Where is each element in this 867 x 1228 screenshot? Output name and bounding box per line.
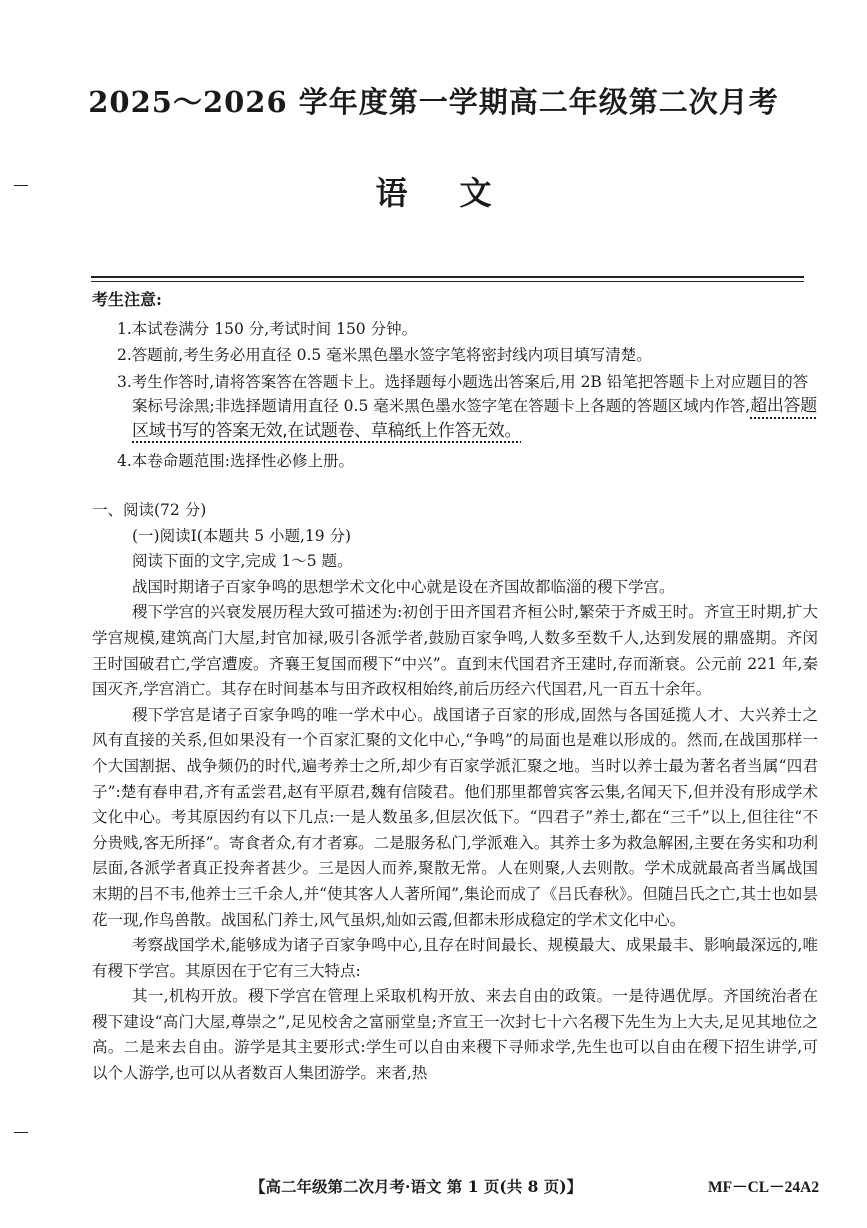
paper-code: MF－CL－24A2 [708,1179,820,1196]
notice-emphasis: 超出答题区域书写的答案无效,在试题卷、草稿纸上作答无效。 [132,396,817,441]
notice-item: 1.本试卷满分 150 分,考试时间 150 分钟。 [117,319,418,338]
notice-title: 考生注意: [92,290,162,309]
page-footer: 【高二年级第二次月考·语文 第 1 页(共 8 页)】 [250,1177,583,1196]
notice-item: 2.答题前,考生务必用直径 0.5 毫米黑色墨水签字笔将密封线内项目填写清楚。 [117,346,652,364]
passage-paragraph: 战国时期诸子百家争鸣的思想学术文化中心就是设在齐国故都临淄的稷下学宫。 [132,577,675,596]
header-divider-thin [91,281,804,282]
reading-instruction: 阅读下面的文字,完成 1～5 题。 [132,552,353,571]
section-title: 一、阅读(72 分) [92,501,207,519]
passage-paragraph: 其一,机构开放。稷下学宫在管理上采取机构开放、来去自由的政策。一是待遇优厚。齐国统治者在稷下建设“高门大屋,尊崇之”,足见校舍之富丽堂皇;齐宣王一次封七十六名稷下先生为上大夫,足见其地位之高。二是来去自由。游学是其主要形式:学生可以自由来稷下寻师求学,先生也可以自由在稷下招生讲学,可以个人游学,也可以从者数百人集团游学。来者,热 [92,987,818,1083]
header-divider [91,276,804,278]
margin-tick [14,1132,28,1133]
passage-paragraph: 考察战国学术,能够成为诸子百家争鸣中心,且存在时间最长、规模最大、成果最丰、影响最深远的,唯有稷下学宫。其原因在于它有三大特点: [92,936,818,980]
subject-title: 语文 [375,174,544,212]
notice-item: 4.本卷命题范围:选择性必修上册。 [117,452,355,470]
reading-section [92,498,818,1087]
passage-paragraph: 稷下学宫的兴衰发展历程大致可描述为:初创于田齐国君齐桓公时,繁荣于齐威王时。齐宣王时期,扩大学宫规模,建筑高门大屋,封官加禄,吸引各派学者,鼓励百家争鸣,人数多至数千人,达到发展的鼎盛期。齐闵王时国破君亡,学宫遭废。齐襄王复国而稷下“中兴”。直到末代国君齐王建时,存而渐衰。公元前 221 年,秦国灭齐,学宫消亡。其存在时间基本与田齐政权相始终,前后历经六代国君,凡一百五十余年。 [92,603,818,699]
passage-paragraph: 稷下学宫是诸子百家争鸣的唯一学术中心。战国诸子百家的形成,固然与各国延揽人才、大兴养士之风有直接的关系,但如果没有一个百家汇聚的文化中心,“争鸣”的局面也是难以形成的。然而,在战国那样一个大国割据、战争频仍的时代,遍考养士之所,却少有百家学派汇聚之地。当时以养士最为著名者当属“四君子”:楚有春申君,齐有孟尝君,赵有平原君,魏有信陵君。他们那里都曾宾客云集,名闻天下,但并没有形成学术文化中心。考其原因约有以下几点:一是人数虽多,但层次低下。“四君子”养士,都在“三千”以上,但往往“不分贵贱,客无所择”。寄食者众,有才者寡。二是服务私门,学派难入。其养士多为救急解困,主要在务实和功利层面,各派学者真正投奔者甚少。三是因人而养,聚散无常。人在则聚,人去则散。学术成就最高者当属战国末期的吕不韦,他养士三千余人,并“使其客人人著所闻”,集论而成了《吕氏春秋》。但随吕氏之亡,其士也如昙花一现,作鸟兽散。战国私门养士,风气虽炽,灿如云霞,但都未形成稳定的学术文化中心。 [92,705,818,929]
notice-item-text: 3.考生作答时,请将答案答在答题卡上。选择题每小题选出答案后,用 2B 铅笔把答题卡上对应题目的答案标号涂黑;非选择题请用直径 0.5 毫米黑色墨水签字笔在答题卡上各题的答题区域内作答, [117,372,809,415]
notice-item [92,370,822,444]
candidate-notice [92,288,822,476]
exam-title: 2025～2026 学年度第一学期高二年级第二次月考 [88,85,779,119]
subsection-title: (一)阅读Ⅰ(本题共 5 小题,19 分) [132,526,352,545]
